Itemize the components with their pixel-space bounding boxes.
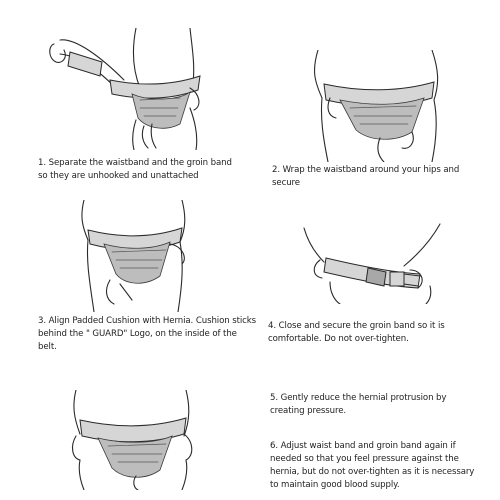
step-3-text: 3. Align Padded Cushion with Hernia. Cushion sticks behind the " GUARD" Logo, on the inside of the belt. bbox=[38, 316, 257, 352]
secure-groin-band-illustration bbox=[290, 222, 450, 304]
adjust-belt-illustration bbox=[62, 390, 202, 490]
step-2-text: 2. Wrap the waistband around your hips and secure bbox=[272, 165, 460, 188]
step-4-text: 4. Close and secure the groin band so it is comfortable. Do not over-tighten. bbox=[268, 321, 445, 344]
step-6-text: 6. Adjust waist band and groin band again if needed so that you feel pressure against the hernia, but do not over-tighten as it is necessary to maintain good blood supply. bbox=[270, 441, 475, 490]
step-5-text: 5. Gently reduce the hernial protrusion by creating pressure. bbox=[270, 393, 447, 416]
wrap-waistband-illustration bbox=[300, 50, 460, 162]
separate-bands-illustration bbox=[40, 28, 210, 150]
step-1-text: 1. Separate the waistband and the groin band so they are unhooked and unattached bbox=[38, 158, 232, 181]
align-cushion-illustration bbox=[70, 200, 200, 312]
